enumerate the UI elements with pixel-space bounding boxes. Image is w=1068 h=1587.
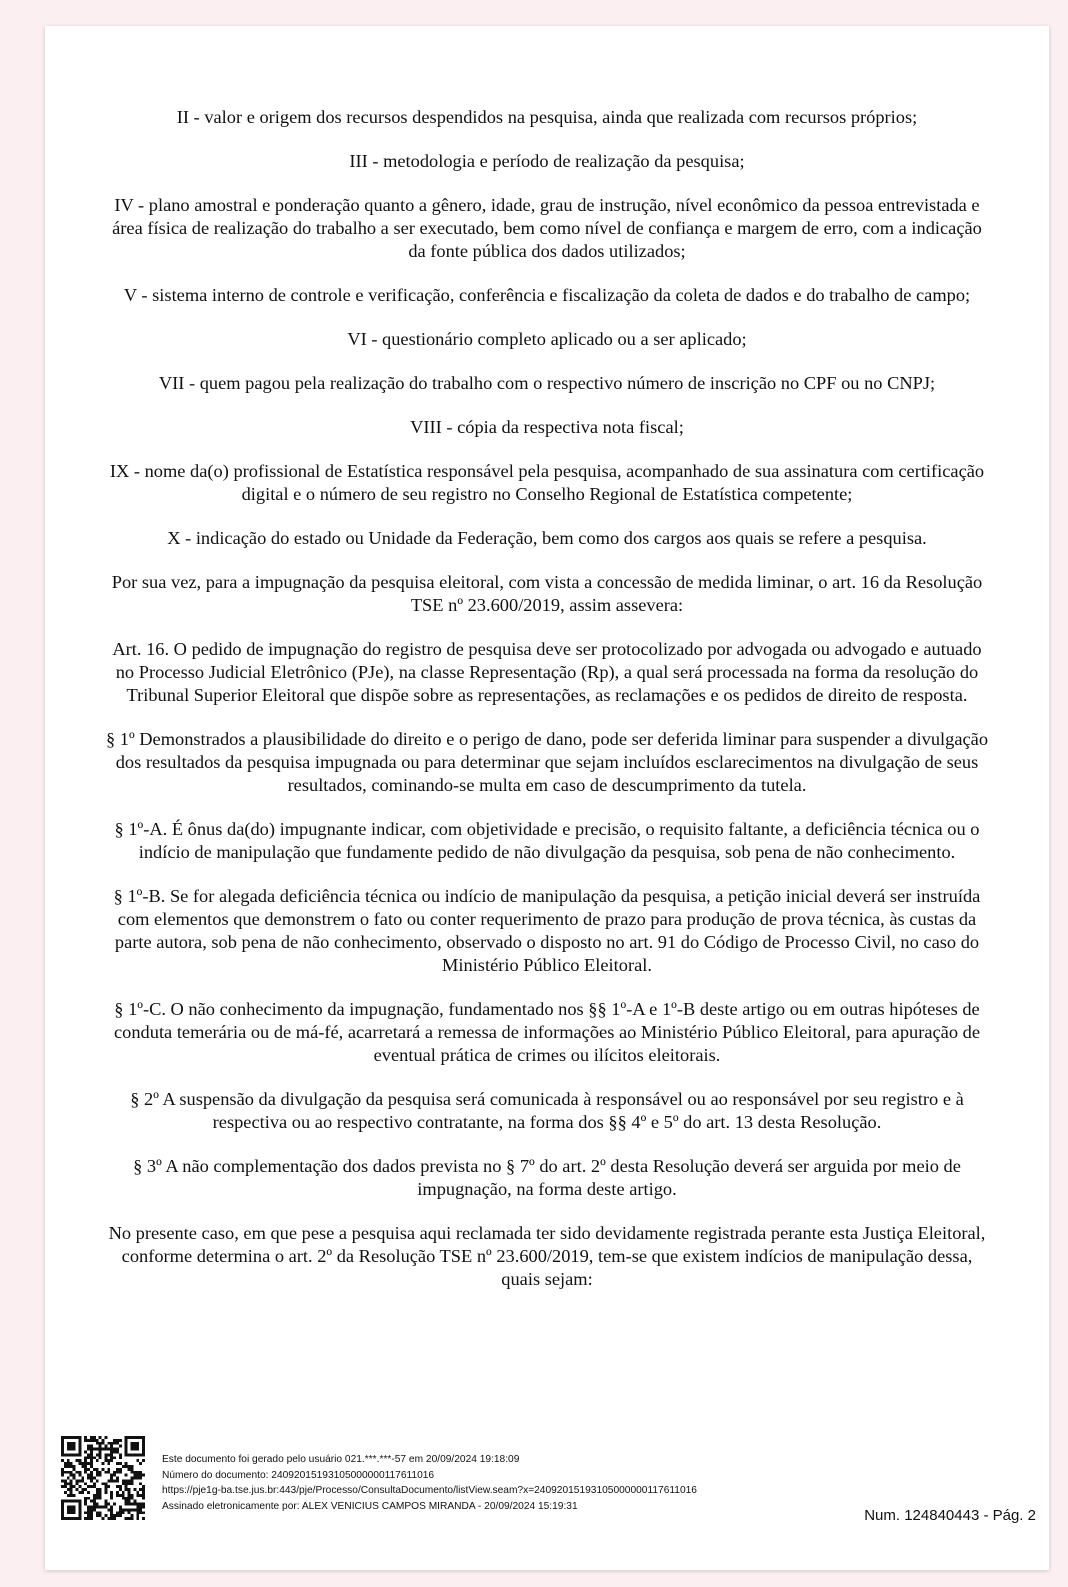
paragraph-par1a: § 1º-A. É ônus da(do) impugnante indicar, com objetividade e precisão, o requisito faltante, a deficiência técnica ou o indício de manipulação que fundamente pedido de não divulgação da pesquisa, sob pena de não conhecimento. bbox=[114, 819, 980, 862]
paragraph-conclusion: No presente caso, em que pese a pesquisa aqui reclamada ter sido devidamente registrada perante esta Justiça Eleitoral, conforme determina o art. 2º da Resolução TSE nº 23.600/2019, tem-se que existem indícios de manipulação dessa, quais sejam: bbox=[108, 1223, 986, 1289]
paragraph-item-x: X - indicação do estado ou Unidade da Federação, bem como dos cargos aos quais se refere a pesquisa. bbox=[167, 528, 927, 548]
signature-info bbox=[162, 1452, 697, 1514]
paragraph-par3: § 3º A não complementação dos dados prevista no § 7º do art. 2º desta Resolução deverá ser arguida por meio de impugnação, na forma deste artigo. bbox=[133, 1156, 961, 1199]
generated-by-line: Este documento foi gerado pelo usuário 021.***.***-57 em 20/09/2024 19:18:09 bbox=[162, 1454, 520, 1465]
document-number-line: Número do documento: 24092015193105000000117611016 bbox=[162, 1469, 435, 1481]
paragraph-item-viii: VIII - cópia da respectiva nota fiscal; bbox=[410, 417, 684, 437]
paragraph-par2: § 2º A suspensão da divulgação da pesquisa será comunicada à responsável ou ao responsável por seu registro e à respectiva ou ao respectivo contratante, na forma dos §§ 4º e 5º do art. 13 desta Resolução. bbox=[130, 1089, 964, 1132]
paragraph-art16: Art. 16. O pedido de impugnação do registro de pesquisa deve ser protocolizado por advogada ou advogado e autuado no Processo Judicial Eletrônico (PJe), na classe Representação (Rp), a qual será processada na forma da resolução do Tribunal Superior Eleitoral que dispõe sobre as representações, as reclamações e os pedidos de direito de resposta. bbox=[112, 639, 982, 705]
paragraph-intro-art16: Por sua vez, para a impugnação da pesquisa eleitoral, com vista a concessão de medida liminar, o art. 16 da Resolução TSE nº 23.600/2019, assim assevera: bbox=[111, 572, 983, 615]
paragraph-item-vi: VI - questionário completo aplicado ou a ser aplicado; bbox=[347, 329, 747, 349]
paragraph-item-v: V - sistema interno de controle e verificação, conferência e fiscalização da coleta de dados e do trabalho de campo; bbox=[123, 285, 971, 305]
paragraph-item-vii: VII - quem pagou pela realização do trabalho com o respectivo número de inscrição no CPF ou no CNPJ; bbox=[158, 373, 936, 393]
paragraph-item-ii: II - valor e origem dos recursos despendidos na pesquisa, ainda que realizada com recursos próprios; bbox=[176, 107, 918, 127]
signed-by-line: Assinado eletronicamente por: ALEX VENICIUS CAMPOS MIRANDA - 20/09/2024 15:19:31 bbox=[162, 1500, 578, 1512]
paragraph-par1: § 1º Demonstrados a plausibilidade do direito e o perigo de dano, pode ser deferida liminar para suspender a divulgação dos resultados da pesquisa impugnada ou para determinar que sejam incluídos esclarecimentos na divulgação de seus resultados, cominando-se multa em caso de descumprimento da tutela. bbox=[105, 729, 989, 795]
paragraph-item-iv: IV - plano amostral e ponderação quanto a gênero, idade, grau de instrução, nível econômico da pessoa entrevistada e área física de realização do trabalho a ser executado, bem como nível de confiança e margem de erro, com a indicação da fonte pública dos dados utilizados; bbox=[112, 195, 982, 261]
document-body bbox=[105, 106, 989, 1312]
document-page bbox=[45, 26, 1049, 1570]
paragraph-item-iii: III - metodologia e período de realização da pesquisa; bbox=[349, 151, 745, 171]
page-number: Num. 124840443 - Pág. 2 bbox=[864, 1507, 1036, 1524]
paragraph-par1b: § 1º-B. Se for alegada deficiência técnica ou indício de manipulação da pesquisa, a petição inicial deverá ser instruída com elementos que demonstrem o fato ou conter requerimento de prazo para produção de prova técnica, às custas da parte autora, sob pena de não conhecimento, observado o disposto no art. 91 do Código de Processo Civil, no caso do Ministério Público Eleitoral. bbox=[113, 886, 981, 975]
document-url-line: https://pje1g-ba.tse.jus.br:443/pje/Processo/ConsultaDocumento/listView.seam?x=24092015193105000000117611016 bbox=[162, 1485, 697, 1496]
paragraph-item-ix: IX - nome da(o) profissional de Estatística responsável pela pesquisa, acompanhado de sua assinatura com certificação digital e o número de seu registro no Conselho Regional de Estatística competente; bbox=[109, 461, 985, 504]
qr-code-icon bbox=[61, 1436, 145, 1520]
paragraph-par1c: § 1º-C. O não conhecimento da impugnação, fundamentado nos §§ 1º-A e 1º-B deste artigo ou em outras hipóteses de conduta temerária ou de má-fé, acarretará a remessa de informações ao Ministério Público Eleitoral, para apuração de eventual prática de crimes ou ilícitos eleitorais. bbox=[114, 999, 980, 1065]
document-footer bbox=[61, 1436, 1036, 1556]
